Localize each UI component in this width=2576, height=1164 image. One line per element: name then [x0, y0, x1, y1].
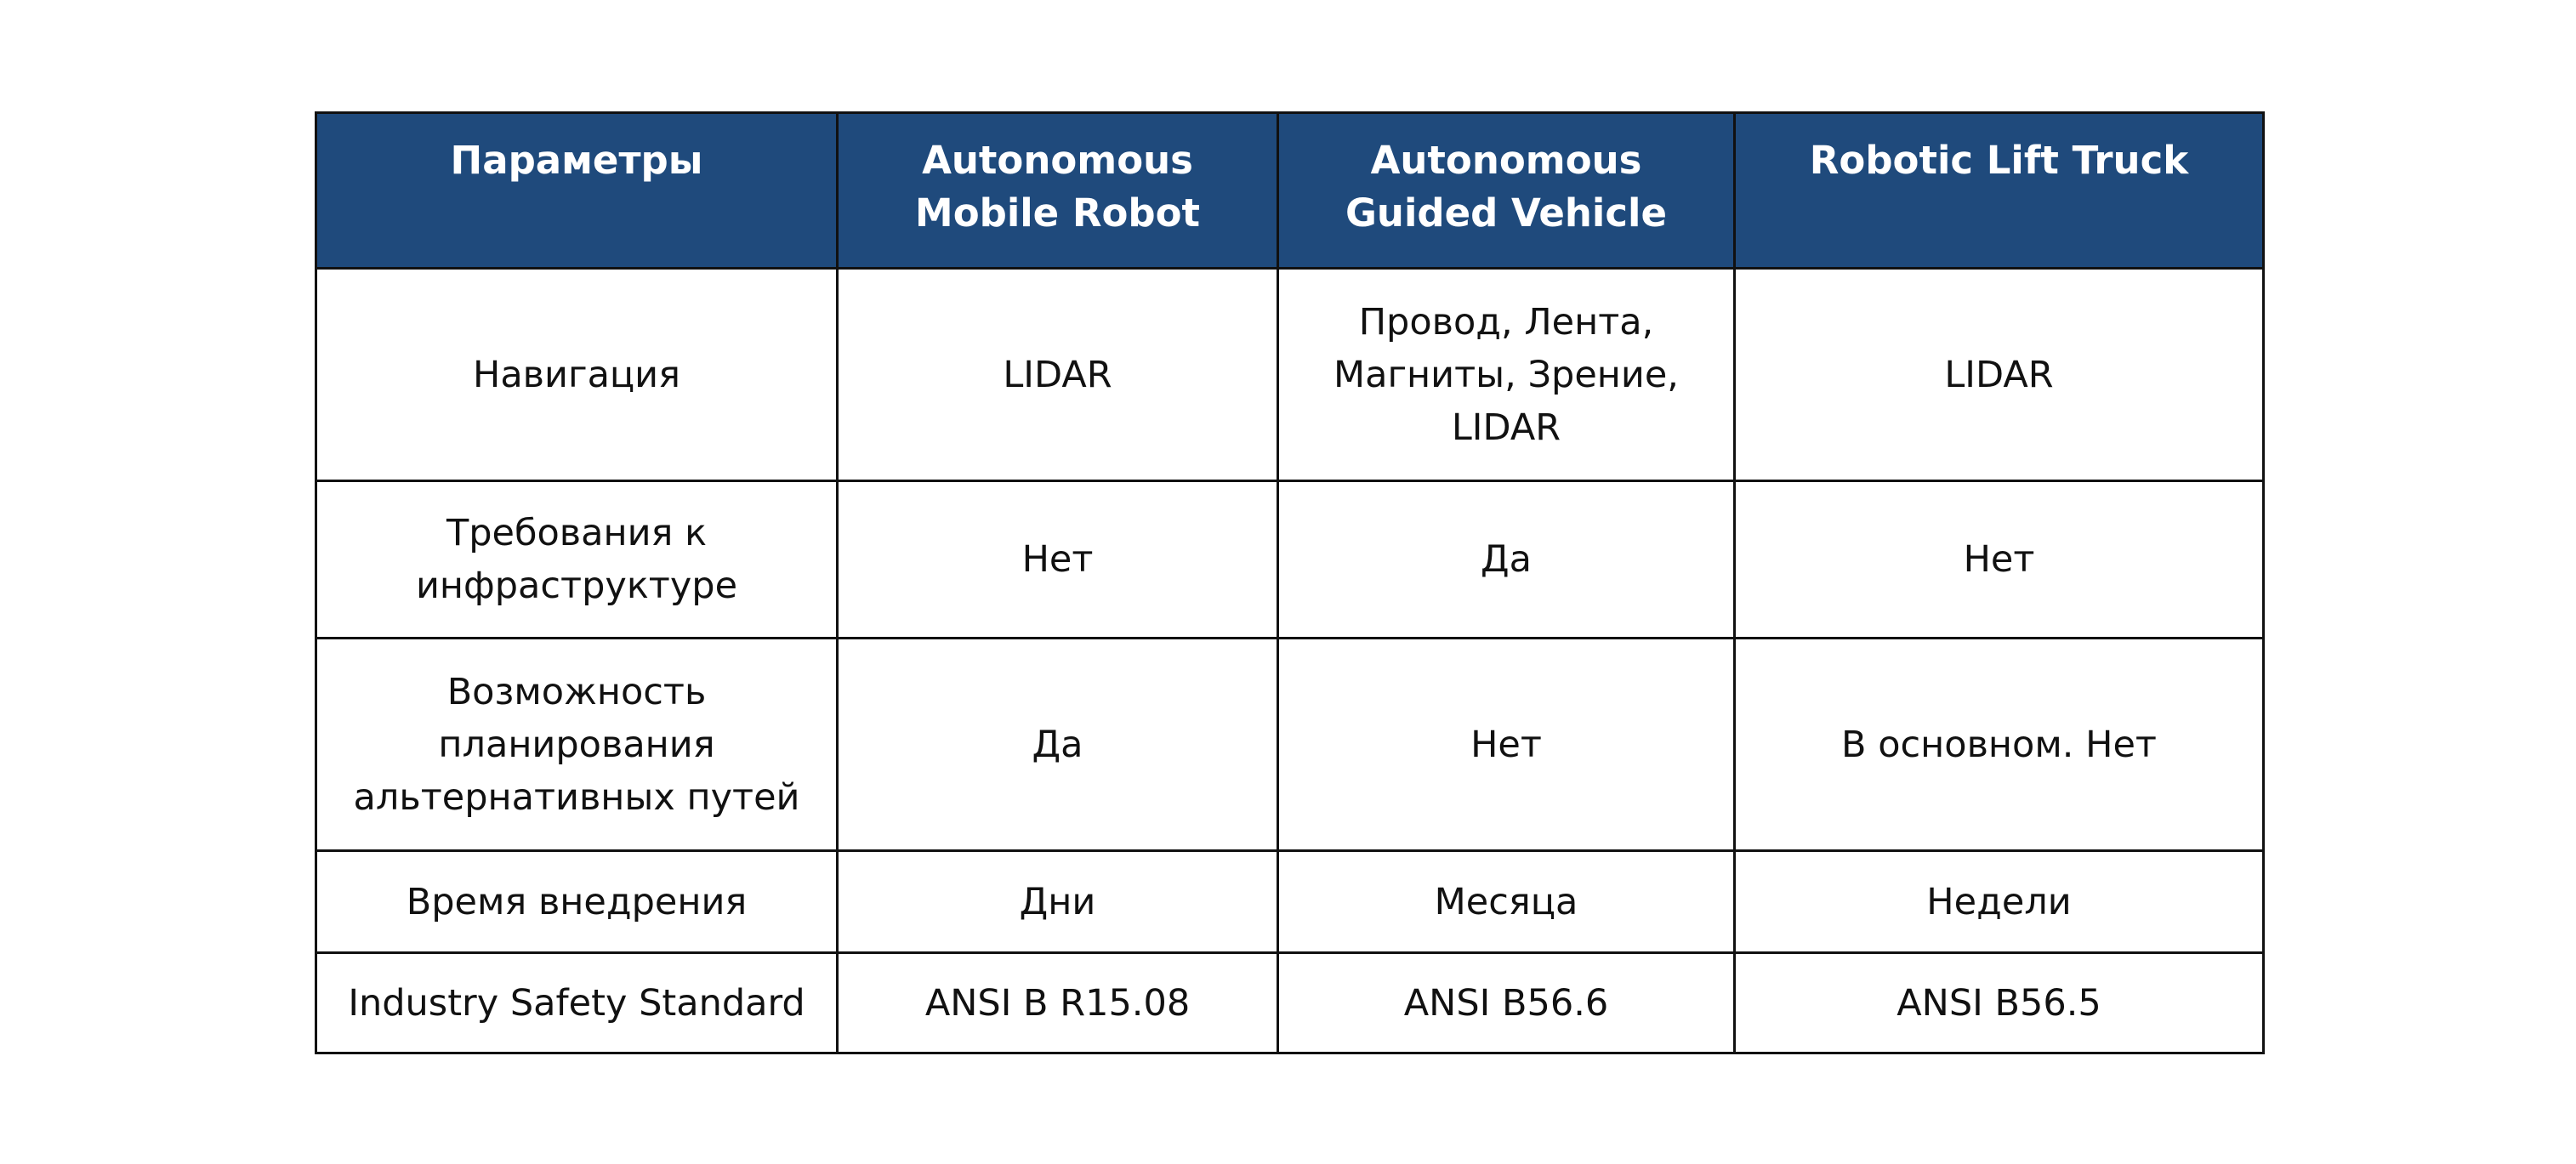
- table-row: [316, 481, 2264, 639]
- table-cell: Да: [1278, 481, 1735, 639]
- row-label-infrastructure: Требования к инфраструктуре: [316, 481, 838, 639]
- table-cell: ANSI B R15.08: [838, 953, 1278, 1053]
- comparison-table: [315, 111, 2265, 1054]
- table-row: [316, 953, 2264, 1053]
- table-row: [316, 639, 2264, 851]
- table-row: [316, 269, 2264, 481]
- table-cell: В основном. Нет: [1735, 639, 2264, 851]
- table-cell: ANSI B56.6: [1278, 953, 1735, 1053]
- table-cell: Дни: [838, 851, 1278, 953]
- table-cell: Да: [838, 639, 1278, 851]
- header-cell-parameters: Параметры: [316, 113, 838, 269]
- header-cell-rlt: Robotic Lift Truck: [1735, 113, 2264, 269]
- table-cell: Провод, Лента, Магниты, Зрение, LIDAR: [1278, 269, 1735, 481]
- table-header: [316, 113, 2264, 269]
- table-row: [316, 851, 2264, 953]
- table-cell: Нет: [1735, 481, 2264, 639]
- header-row: [316, 113, 2264, 269]
- table-body: [316, 269, 2264, 1053]
- row-label-safety-standard: Industry Safety Standard: [316, 953, 838, 1053]
- header-cell-amr: Autonomous Mobile Robot: [838, 113, 1278, 269]
- table-cell: ANSI B56.5: [1735, 953, 2264, 1053]
- row-label-deploy-time: Время внедрения: [316, 851, 838, 953]
- table-cell: Нет: [1278, 639, 1735, 851]
- table-cell: Нет: [838, 481, 1278, 639]
- table-cell: Недели: [1735, 851, 2264, 953]
- row-label-alt-paths: Возможность планирования альтернативных путей: [316, 639, 838, 851]
- table-cell: LIDAR: [838, 269, 1278, 481]
- table-cell: LIDAR: [1735, 269, 2264, 481]
- row-label-navigation: Навигация: [316, 269, 838, 481]
- header-cell-agv: Autonomous Guided Vehicle: [1278, 113, 1735, 269]
- table-cell: Месяца: [1278, 851, 1735, 953]
